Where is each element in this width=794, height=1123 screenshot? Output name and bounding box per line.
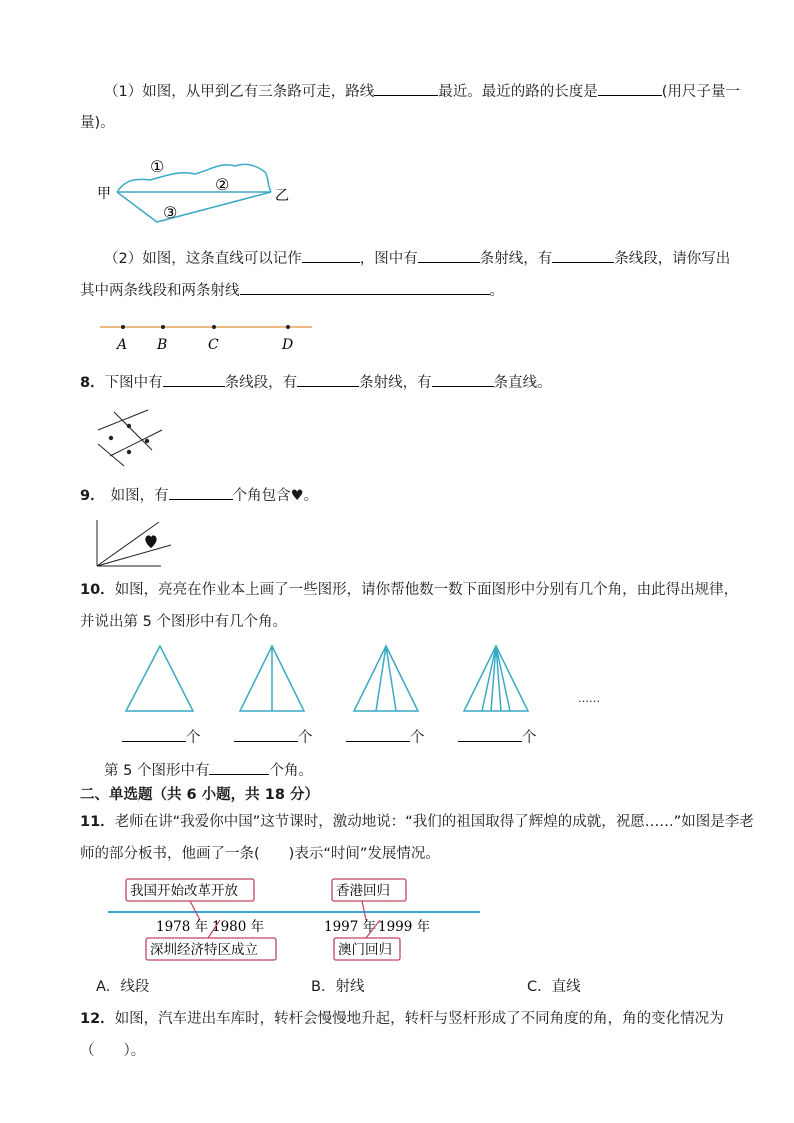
label-c: C	[208, 337, 219, 353]
pointer-reform	[190, 901, 200, 920]
label-r3: ③	[163, 203, 178, 222]
label-r1: ①	[150, 157, 165, 176]
q9-figure	[95, 518, 165, 570]
q10-unit-3: 个	[410, 730, 425, 746]
q7-2-line2	[80, 279, 504, 302]
q8-blank-lines[interactable]	[432, 371, 494, 387]
q7-2-b: 条射线，有	[479, 251, 553, 267]
year-1997: 1997 年	[324, 919, 377, 935]
triangle-1	[126, 646, 193, 711]
q7-2-blank-name[interactable]	[302, 247, 360, 263]
q11-option-a[interactable]: A．线段	[96, 979, 150, 995]
q9-line	[80, 484, 318, 507]
q8-point	[127, 450, 131, 454]
q10-answer-2	[234, 726, 313, 749]
q8-line	[80, 371, 552, 394]
q11-option-b[interactable]: B．射线	[311, 979, 365, 995]
q10-blank-2[interactable]	[234, 726, 298, 742]
triangle-2	[240, 646, 304, 711]
route-1-curve	[117, 164, 271, 192]
label-d: D	[282, 337, 294, 353]
q11-number: 11．	[80, 814, 115, 830]
q10-fifth-a: 第 5 个图形中有	[104, 763, 210, 779]
q10-answer-3	[346, 726, 425, 749]
pointer-hongkong	[362, 901, 366, 920]
q8-d: 条直线。	[493, 375, 552, 391]
q7-2-a: ，图中有	[359, 251, 418, 267]
q7-2-blank-segments[interactable]	[552, 247, 614, 263]
point-d	[286, 325, 290, 329]
q8-line-4	[98, 444, 124, 466]
q7-1-mid: 最近。最近的路的长度是	[438, 84, 598, 100]
q11-option-c[interactable]: C．直线	[527, 979, 581, 995]
q12-number: 12．	[80, 1011, 115, 1027]
point-b	[161, 325, 165, 329]
q7-2-end: 。	[489, 283, 504, 299]
section-title: 二、单选题（共 6 小题，共 18 分）	[80, 787, 319, 803]
q7-2-figure	[100, 318, 320, 358]
q10-fifth-b: 个角。	[269, 763, 313, 779]
q10-line1	[80, 579, 738, 601]
triangle-3	[354, 646, 418, 711]
year-1978: 1978 年	[156, 919, 209, 935]
q7-2-prefix: （2）如图，这条直线可以记作	[104, 251, 302, 267]
label-r2: ②	[215, 175, 230, 194]
text-macau: 澳门回归	[338, 942, 392, 958]
year-1980: 1980 年	[212, 919, 265, 935]
q10-answer-4	[458, 726, 537, 749]
point-a	[121, 325, 125, 329]
q7-1-blank-length[interactable]	[598, 80, 662, 96]
q10-answer-1	[122, 726, 201, 749]
q8-blank-rays[interactable]	[297, 371, 359, 387]
text-hongkong: 香港回归	[336, 883, 390, 899]
q7-2-line2-text: 其中两条线段和两条射线	[80, 283, 240, 299]
label-b: B	[157, 337, 168, 353]
q7-2-blank-write[interactable]	[240, 279, 490, 295]
q10-number: 10．	[80, 582, 115, 598]
q8-line-1	[98, 410, 148, 430]
q12-line1	[80, 1008, 724, 1030]
q7-2-line1	[104, 247, 730, 270]
q9-blank[interactable]	[169, 484, 233, 500]
q12-line2: （ ）。	[80, 1043, 146, 1059]
q7-1-line2: 量)。	[80, 115, 115, 131]
route-3-polyline	[117, 192, 271, 222]
q7-1-suffix: (用尺子量一	[661, 84, 740, 100]
q9-a: 如图，有	[110, 488, 169, 504]
q7-2-c: 条线段，请你写出	[614, 251, 731, 267]
q7-1-line1	[104, 80, 740, 103]
q7-1-blank-route[interactable]	[374, 80, 438, 96]
label-end: 乙	[275, 188, 289, 204]
q10-line2: 并说出第 5 个图形中有几个角。	[80, 614, 287, 630]
q10-fifth	[104, 759, 313, 782]
q7-1-figure	[95, 150, 295, 230]
q9-number: 9．	[80, 488, 105, 504]
q7-1-prefix: （1）如图，从甲到乙有三条路可走，路线	[104, 84, 375, 100]
q10-blank-fifth[interactable]	[209, 759, 269, 775]
text-shenzhen: 深圳经济特区成立	[150, 942, 258, 958]
q11-line1-text: 老师在讲“我爱你中国”这节课时，激动地说：“我们的祖国取得了辉煌的成就，祝愿……”如图是李老	[114, 814, 754, 830]
q10-blank-4[interactable]	[458, 726, 522, 742]
q10-unit-2: 个	[298, 730, 313, 746]
q12-line1-text: 如图，汽车进出车库时，转杆会慢慢地升起，转杆与竖杆形成了不同角度的角，角的变化情况为	[114, 1011, 724, 1027]
q9-b: 个角包含♥。	[232, 488, 319, 504]
q8-blank-segments[interactable]	[163, 371, 225, 387]
q8-number: 8．	[80, 375, 105, 391]
q8-figure	[96, 408, 166, 468]
q8-c: 条射线，有	[359, 375, 432, 391]
q10-ellipsis: ……	[578, 692, 600, 705]
q11-timeline	[108, 876, 488, 962]
label-a: A	[117, 337, 128, 353]
q11-line1	[80, 811, 754, 833]
triangle-4	[464, 646, 528, 711]
q10-line1-text: 如图，亮亮在作业本上画了一些图形，请你帮他数一数下面图形中分别有几个角，由此得出规律，	[114, 582, 739, 598]
q9-lower-ray	[97, 545, 171, 566]
q10-blank-3[interactable]	[346, 726, 410, 742]
q8-a: 下图中有	[104, 375, 163, 391]
point-c	[212, 325, 216, 329]
q8-point	[127, 424, 131, 428]
q11-line2: 师的部分板书，他画了一条( )表示“时间”发展情况。	[80, 846, 440, 862]
text-reform: 我国开始改革开放	[130, 883, 238, 899]
q10-unit-4: 个	[522, 730, 537, 746]
q8-point	[145, 439, 149, 443]
q8-point	[109, 436, 113, 440]
q10-blank-1[interactable]	[122, 726, 186, 742]
heart-icon	[145, 535, 156, 548]
label-start: 甲	[97, 186, 111, 202]
q10-figures	[120, 643, 610, 715]
q7-2-blank-rays[interactable]	[418, 247, 480, 263]
q8-b: 条线段，有	[224, 375, 298, 391]
q10-unit-1: 个	[186, 730, 201, 746]
year-1999: 1999 年	[378, 919, 431, 935]
